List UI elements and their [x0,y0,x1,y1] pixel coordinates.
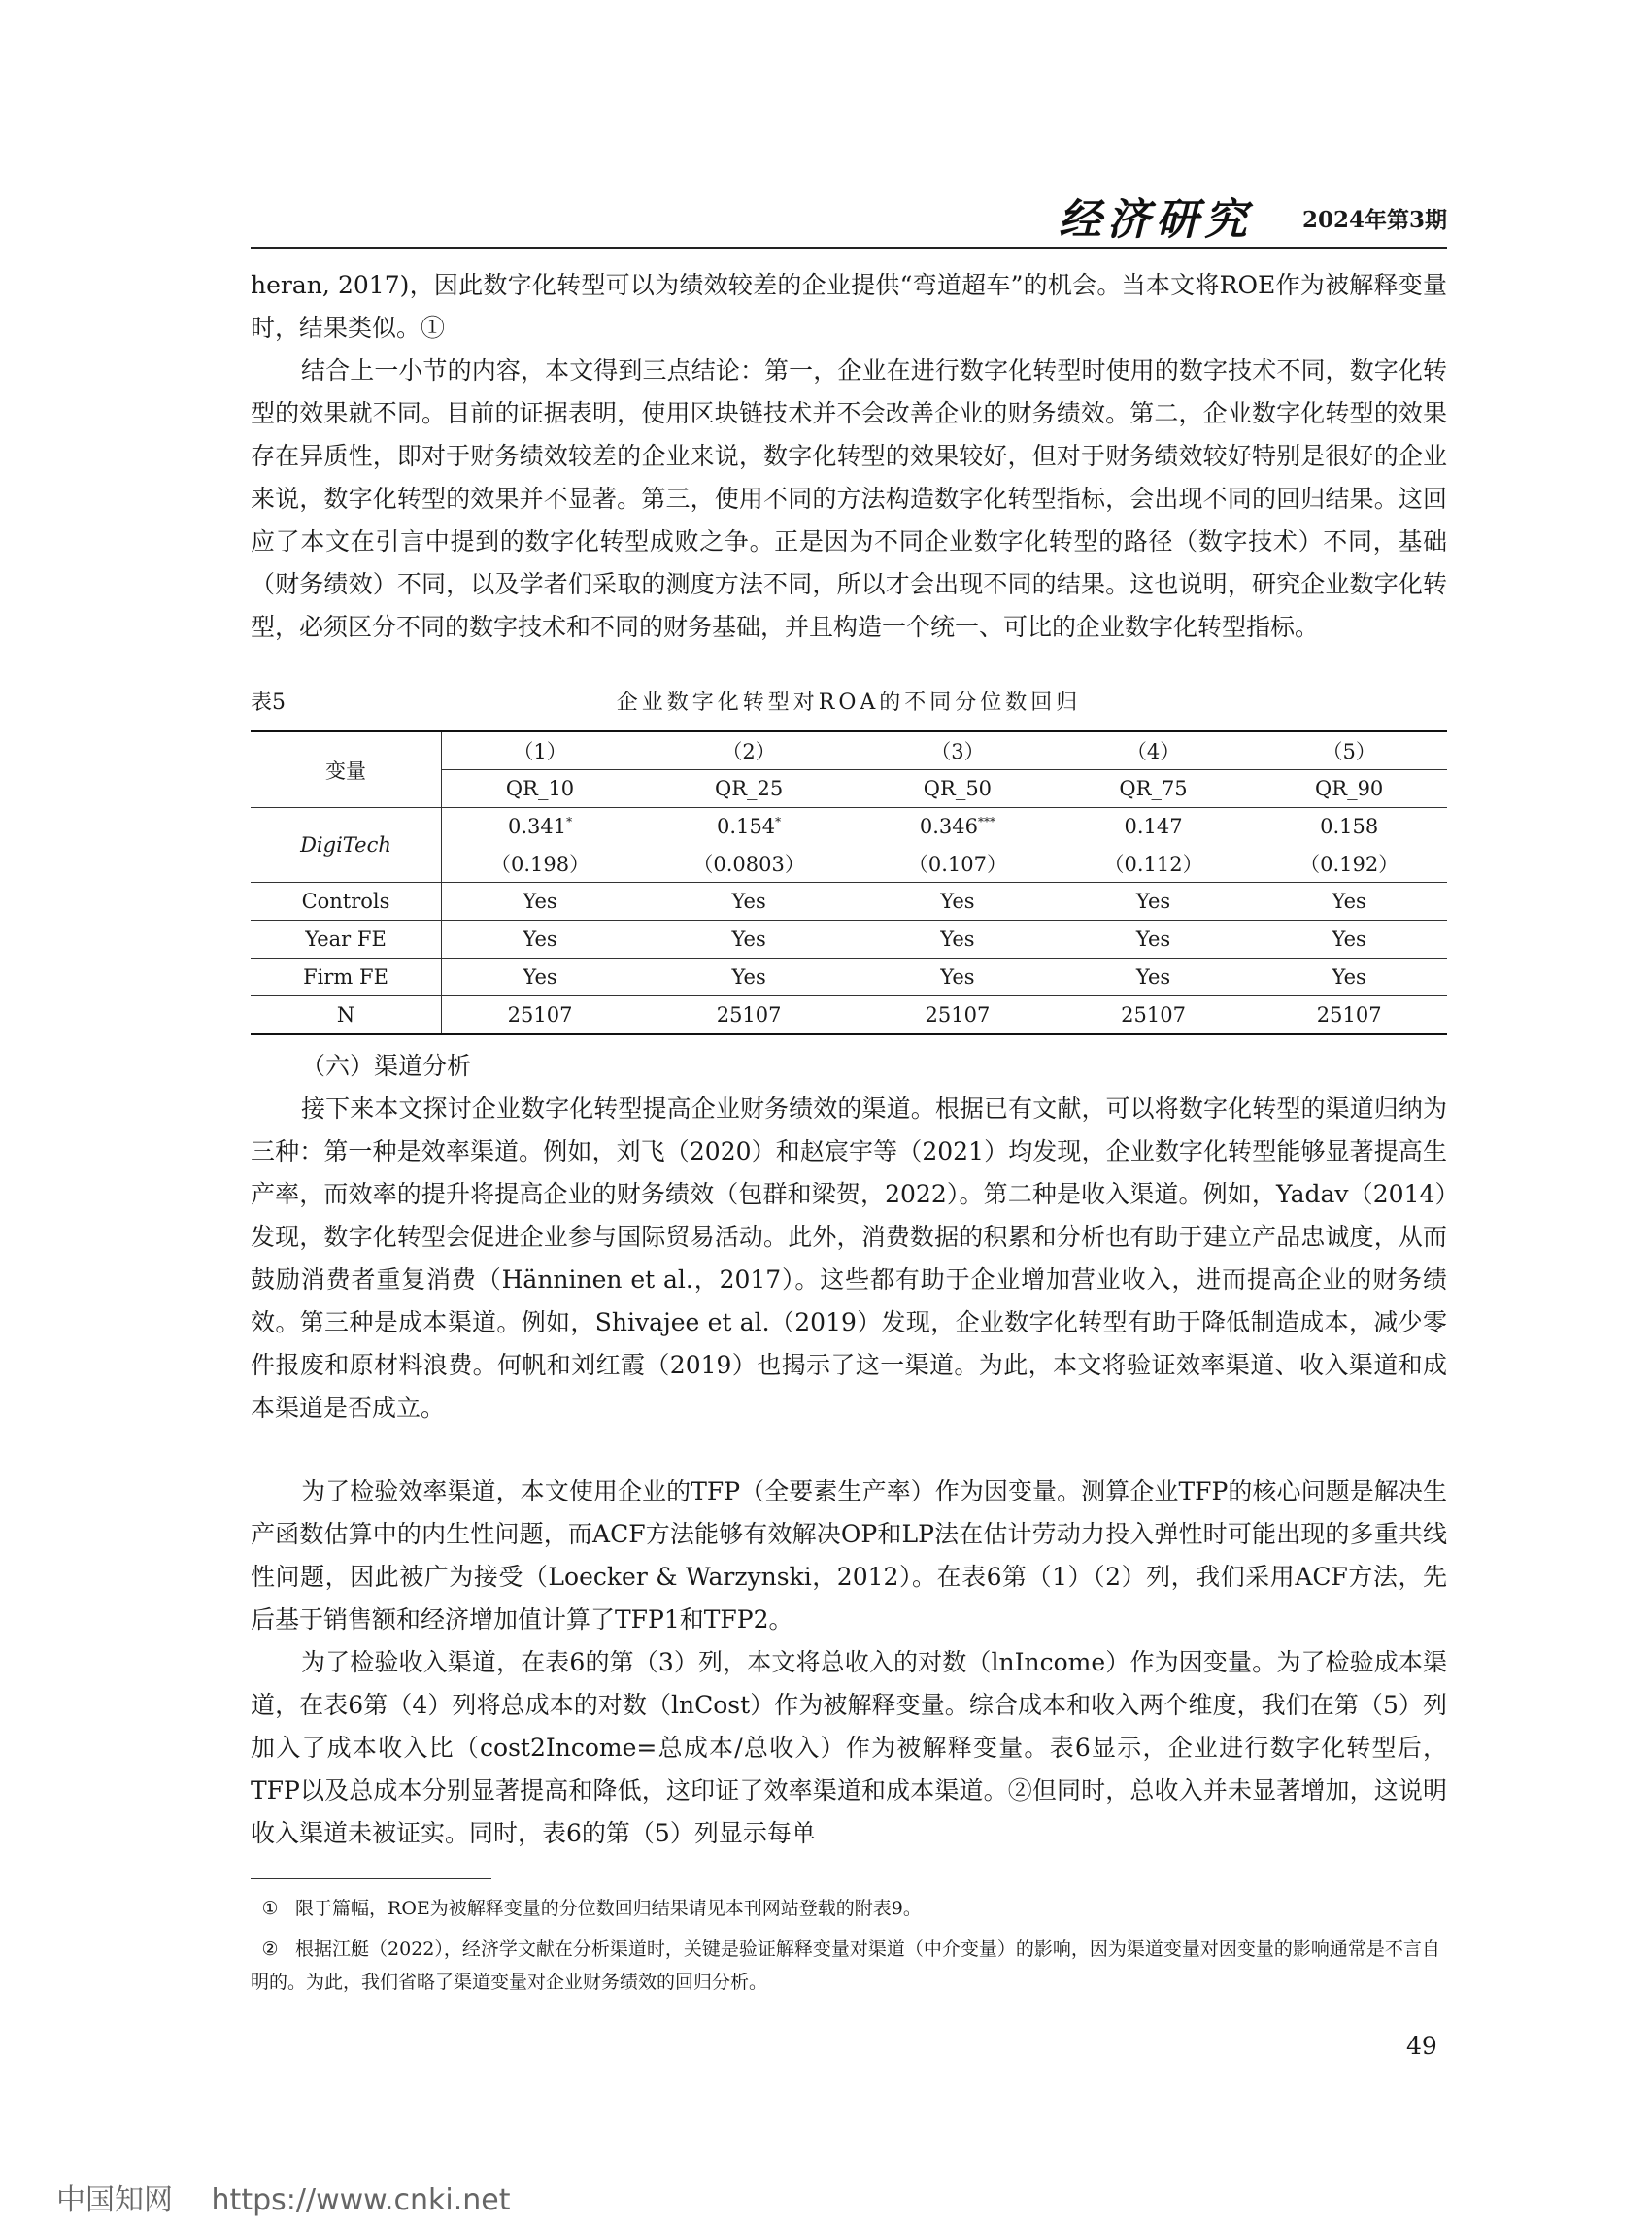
table-cell: Yes [442,921,639,959]
paragraph-1 [251,264,1447,350]
table-var-header: 变量 [251,731,442,808]
se-cell: （0.112） [1103,853,1203,876]
table-cell: Yes [860,921,1056,959]
coef-value: 0.346 [919,815,978,838]
se-cell: （0.192） [1299,853,1399,876]
journal-logo: 经济研究 [1059,195,1253,245]
col-name: QR_90 [1251,770,1447,808]
footnote-2 [251,1933,1447,1999]
coef-value: 0.158 [1320,815,1379,838]
coef-value: 0.341 [507,815,567,838]
watermark-url[interactable]: https://www.cnki.net [211,2183,511,2217]
paragraph-4-text: 为了检验效率渠道，本文使用企业的TFP（全要素生产率）作为因变量。测算企业TFP的核心问题是解决生产函数估算中的内生性问题，而ACF方法能够有效解决OP和LP法在估计劳动力投入弹性时可能出现的多重共线性问题，因此被广为接受（Loecker & Warzynski，2012）。在表6第（1）（2）列，我们采用ACF方法，先后基于销售额和经济增加值计算了TFP1和TFP2。 [251,1477,1447,1634]
row-label-n: N [251,996,442,1035]
significance-stars: * [566,815,573,828]
footnote-text: 根据江艇（2022），经济学文献在分析渠道时，关键是验证解释变量对渠道（中介变量）的影响，因为渠道变量对因变量的影响通常是不言自明的。为此，我们省略了渠道变量对企业财务绩效的回归分析。 [251,1939,1440,1993]
paragraph-2-text: 结合上一小节的内容，本文得到三点结论：第一，企业在进行数字化转型时使用的数字技术不同，数字化转型的效果就不同。目前的证据表明，使用区块链技术并不会改善企业的财务绩效。第二，企业数字化转型的效果存在异质性，即对于财务绩效较差的企业来说，数字化转型的效果较好，但对于财务绩效较好特别是很好的企业来说，数字化转型的效果并不显著。第三，使用不同的方法构造数字化转型指标，会出现不同的回归结果。这回应了本文在引言中提到的数字化转型成败之争。正是因为不同企业数字化转型的路径（数字技术）不同，基础（财务绩效）不同，以及学者们采取的测度方法不同，所以才会出现不同的结果。这也说明，研究企业数字化转型，必须区分不同的数字技术和不同的财务基础，并且构造一个统一、可比的企业数字化转型指标。 [251,356,1447,641]
paragraph-3 [251,1088,1447,1430]
footnote-text: 限于篇幅，ROE为被解释变量的分位数回归结果请见本刊网站登载的附表9。 [295,1898,922,1919]
col-name: QR_50 [860,770,1056,808]
table-cell: Yes [1056,959,1252,996]
se-cell: （0.198） [489,853,590,876]
table-cell: Yes [1056,883,1252,921]
table-cell: Yes [860,883,1056,921]
coef-cell [442,808,639,846]
col-num: （5） [1251,731,1447,770]
running-header [251,185,1447,247]
paragraph-2 [251,350,1447,649]
table-cell: 25107 [860,996,1056,1035]
col-num: （3） [860,731,1056,770]
coef-cell [860,808,1056,846]
table-number: 表5 [251,691,286,715]
se-cell: （0.107） [907,853,1007,876]
row-label-year-fe: Year FE [251,921,442,959]
col-name: QR_25 [638,770,860,808]
table-cell: Yes [1251,959,1447,996]
table-cell: Yes [638,921,860,959]
table-title: 企业数字化转型对ROA的不同分位数回归 [616,691,1082,715]
footnote-mark: ② [261,1939,279,1960]
table-cell: Yes [638,883,860,921]
paragraph-3-text: 接下来本文探讨企业数字化转型提高企业财务绩效的渠道。根据已有文献，可以将数字化转型的渠道归纳为三种：第一种是效率渠道。例如，刘飞（2020）和赵宸宇等（2021）均发现，企业数字化转型能够显著提高生产率，而效率的提升将提高企业的财务绩效（包群和梁贺，2022）。第二种是收入渠道。例如，Yadav（2014）发现，数字化转型会促进企业参与国际贸易活动。此外，消费数据的积累和分析也有助于建立产品忠诚度，从而鼓励消费者重复消费（Hänninen et al.，2017）。这些都有助于企业增加营业收入，进而提高企业的财务绩效。第三种是成本渠道。例如，Shivajee et al.（2019）发现，企业数字化转型有助于降低制造成本，减少零件报废和原材料浪费。何帆和刘红霞（2019）也揭示了这一渠道。为此，本文将验证效率渠道、收入渠道和成本渠道是否成立。 [251,1095,1447,1422]
row-label-digitech: DigiTech [251,808,442,883]
table-cell: 25107 [638,996,860,1035]
table-caption [251,686,1447,721]
significance-stars: * [775,815,782,828]
row-label-firm-fe: Firm FE [251,959,442,996]
paragraph-1-text: heran, 2017)，因此数字化转型可以为绩效较差的企业提供“弯道超车”的机会。当本文将ROE作为被解释变量时，结果类似。① [251,271,1447,342]
issue-label: 2024年第3期 [1301,207,1447,233]
footnote-mark: ① [261,1898,279,1919]
table-cell: Yes [860,959,1056,996]
significance-stars: *** [977,815,995,828]
watermark-brand: 中国知网 [56,2183,173,2217]
se-cell: （0.0803） [692,853,805,876]
table-cell: Yes [1251,921,1447,959]
col-name: QR_10 [442,770,639,808]
col-name: QR_75 [1056,770,1252,808]
table-cell: Yes [1056,921,1252,959]
footnote-rule [251,1878,491,1879]
table-cell: 25107 [1251,996,1447,1035]
coef-cell [638,808,860,846]
col-num: （4） [1056,731,1252,770]
header-rule [251,247,1447,249]
table-cell: Yes [638,959,860,996]
row-label-controls: Controls [251,883,442,921]
table-cell: Yes [442,959,639,996]
paragraph-5 [251,1641,1447,1855]
regression-table [251,730,1447,1035]
footnote-1 [251,1892,1447,1925]
table-cell: 25107 [1056,996,1252,1035]
col-num: （1） [442,731,639,770]
section-heading: （六）渠道分析 [301,1052,472,1080]
paragraph-5-text: 为了检验收入渠道，在表6的第（3）列，本文将总收入的对数（lnIncome）作为因变量。为了检验成本渠道，在表6第（4）列将总成本的对数（lnCost）作为被解释变量。综合成本和收入两个维度，我们在第（5）列加入了成本收入比（cost2Income=总成本/总收入）作为被解释变量。表6显示，企业进行数字化转型后，TFP以及总成本分别显著提高和降低，这印证了效率渠道和成本渠道。②但同时，总收入并未显著增加，这说明收入渠道未被证实。同时，表6的第（5）列显示每单 [251,1648,1447,1847]
page-number: 49 [1406,2032,1437,2060]
coef-value: 0.154 [717,815,776,838]
coef-cell [1056,808,1252,846]
coef-cell [1251,808,1447,846]
paragraph-4 [251,1470,1447,1641]
watermark [56,2175,510,2218]
table-cell: Yes [1251,883,1447,921]
table-cell: 25107 [442,996,639,1035]
col-num: （2） [638,731,860,770]
coef-value: 0.147 [1124,815,1183,838]
table-cell: Yes [442,883,639,921]
